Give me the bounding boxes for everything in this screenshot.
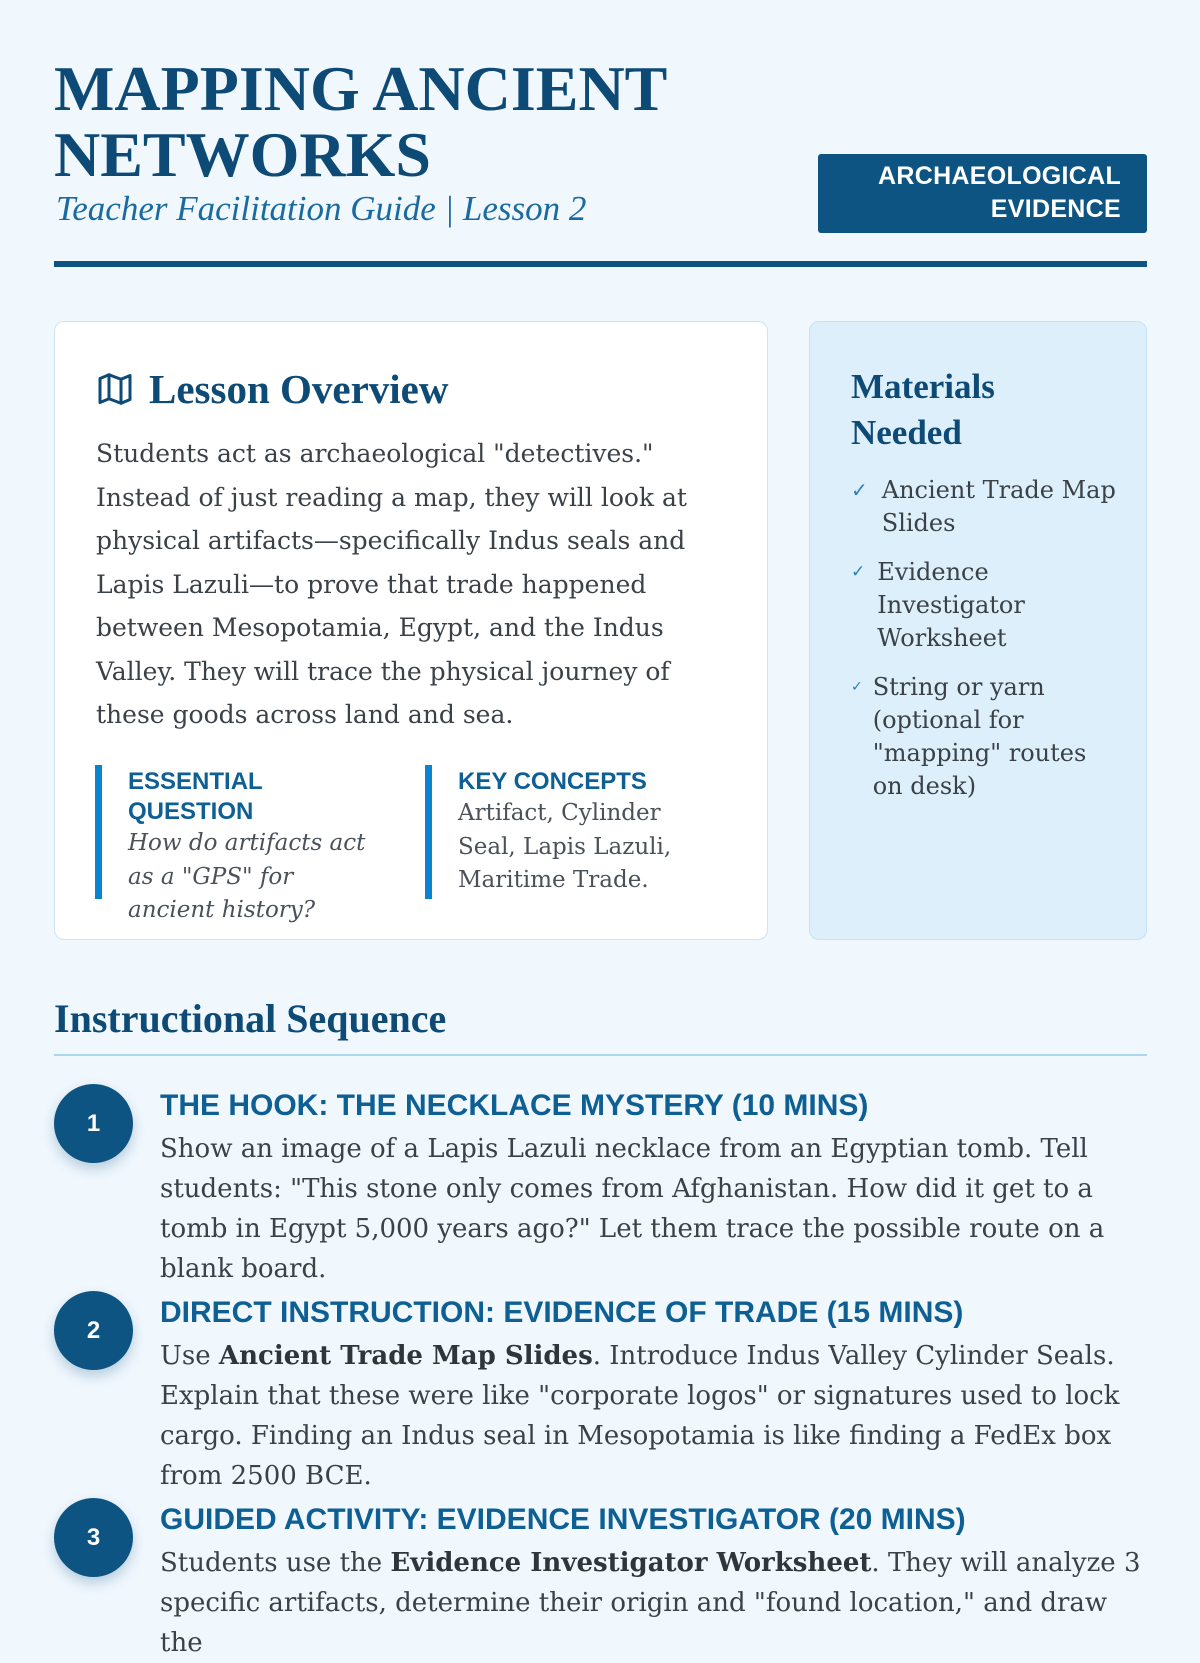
materials-title: Materials Needed <box>851 367 995 452</box>
step-body-emphasis: Ancient Trade Map Slides <box>218 1341 593 1371</box>
checkmark-icon: ✓ <box>851 562 866 582</box>
checkmark-icon: ✓ <box>851 679 863 695</box>
materials-list-item <box>851 671 1121 803</box>
step-title: THE HOOK: THE NECKLACE MYSTERY (10 MINS) <box>160 1089 869 1122</box>
map-icon <box>97 371 133 407</box>
step-title: DIRECT INSTRUCTION: EVIDENCE OF TRADE (15 MINS) <box>160 1296 964 1329</box>
essential-question-text: How do artifacts act as a "GPS" for ancient history? <box>128 830 366 923</box>
page-title: MAPPING ANCIENT NETWORKS <box>54 53 667 190</box>
step-body-text: Students use the <box>160 1548 391 1578</box>
materials-list <box>851 474 1121 819</box>
checkmark-icon: ✓ <box>851 478 868 502</box>
header-divider <box>54 261 1147 267</box>
sequence-title: Instructional Sequence <box>54 996 447 1041</box>
step-title: GUIDED ACTIVITY: EVIDENCE INVESTIGATOR (20 MINS) <box>160 1503 966 1536</box>
step-body-emphasis: Evidence Investigator Worksheet <box>390 1548 872 1578</box>
essential-question-label: ESSENTIAL QUESTION <box>128 768 263 825</box>
step-body: Show an image of a Lapis Lazuli necklace from an Egyptian tomb. Tell students: "This stone only comes from Afghanistan. How did it get to a tomb in Egypt 5,000 years ago?" Let them trace the possible route on a blank board. <box>160 1134 1105 1284</box>
step-body-text: . Introduce Indus Valley Cylinder Seals. Explain that these were like "corporate logos" or signatures used to lock cargo. Finding an Indus seal in Mesopotamia is like finding a FedEx box from 2500 BCE. <box>160 1341 1120 1491</box>
step-body-text: Use <box>160 1341 219 1371</box>
sequence-divider <box>54 1054 1147 1056</box>
lesson-overview-card <box>54 321 768 940</box>
topic-badge: ARCHAEOLOGICAL EVIDENCE <box>818 154 1147 233</box>
materials-item-text: Evidence Investigator Worksheet <box>877 558 1025 652</box>
lesson-overview-heading <box>97 364 449 414</box>
key-concepts-text: Artifact, Cylinder Seal, Lapis Lazuli, Maritime Trade. <box>458 800 672 893</box>
page-header <box>54 53 1147 267</box>
lesson-overview-description: Students act as archaeological "detectives." Instead of just reading a map, they will look at physical artifacts—specifically Indus seals and Lapis Lazuli—to prove that trade happened between Mesopotamia, Egypt, and the Indus Valley. They will trace the physical journey of these goods across land and sea. <box>96 439 687 729</box>
step-body-text: . They will analyze 3 specific artifacts, determine their origin and "found location," and draw the <box>160 1548 1141 1658</box>
materials-item-text: String or yarn (optional for "mapping" routes on desk) <box>872 673 1087 800</box>
essential-question-block <box>95 765 387 923</box>
key-concepts-block <box>425 765 715 899</box>
page-subtitle: Teacher Facilitation Guide | Lesson 2 <box>56 189 587 228</box>
lesson-page <box>54 0 1147 1658</box>
step-number-badge: 3 <box>54 1498 133 1577</box>
materials-list-item <box>851 474 1121 540</box>
lesson-overview-title: Lesson Overview <box>149 366 449 412</box>
step-body <box>160 1336 1150 1496</box>
step-number-badge: 2 <box>54 1291 133 1370</box>
materials-card <box>809 321 1147 940</box>
step-body <box>160 1543 1150 1663</box>
materials-item-text: Ancient Trade Map Slides <box>881 476 1116 537</box>
step-number-badge: 1 <box>54 1084 133 1163</box>
materials-list-item <box>851 556 1121 655</box>
key-concepts-label: KEY CONCEPTS <box>458 768 647 795</box>
